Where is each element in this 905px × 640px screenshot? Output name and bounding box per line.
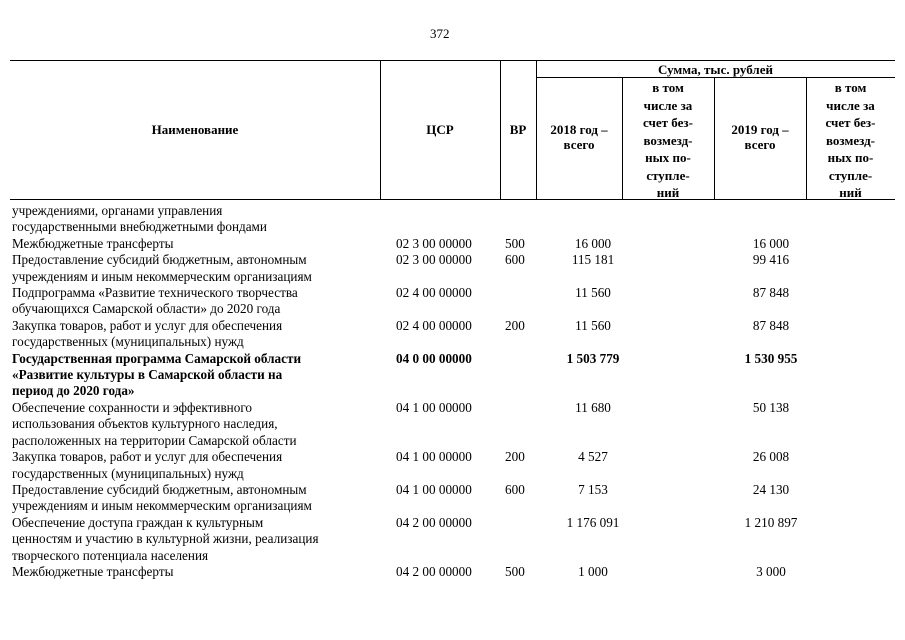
row-name: Предоставление субсидий бюджетным, автономным учреждениям и иным некоммерческим организациям <box>12 252 312 284</box>
row-name: Обеспечение доступа граждан к культурным ценностям и участию в культурной жизни, реализация творческого потенциала населения <box>12 514 319 563</box>
table-header <box>10 60 895 200</box>
row-sum-2019: 87 848 <box>752 317 790 333</box>
table-row <box>12 564 892 580</box>
row-csr: 02 3 00 00000 <box>396 252 472 268</box>
row-sum-2018: 1 000 <box>578 563 608 579</box>
table-row <box>12 482 892 515</box>
row-name: Закупка товаров, работ и услуг для обеспечения государственных (муниципальных) нужд <box>12 317 283 350</box>
row-name: Межбюджетные трансферты <box>12 563 174 579</box>
table-body <box>12 203 892 580</box>
row-sum-2019: 3 000 <box>756 563 786 579</box>
row-sum-2018: 16 000 <box>574 235 612 251</box>
row-name: учреждениями, органами управления государственными внебюджетными фондами <box>12 203 267 235</box>
table-row <box>12 236 892 252</box>
row-name: Межбюджетные трансферты <box>12 235 174 251</box>
header-csr: ЦСР <box>426 122 454 137</box>
row-sum-2019: 99 416 <box>752 252 790 268</box>
row-sum-2019: 50 138 <box>752 399 790 415</box>
row-csr: 04 1 00 00000 <box>396 399 472 415</box>
header-2019-free: в том числе за счет без- возмезд- ных по- ступле- ний <box>825 80 876 200</box>
row-sum-2019: 1 530 955 <box>744 350 798 366</box>
row-sum-2018: 11 560 <box>575 285 611 301</box>
row-sum-2019: 24 130 <box>752 481 790 497</box>
header-top-rule <box>10 60 895 61</box>
row-csr: 04 2 00 00000 <box>396 514 472 530</box>
row-sum-2019: 87 848 <box>752 285 790 301</box>
table-row <box>12 449 892 482</box>
row-csr: 04 0 00 00000 <box>396 350 472 366</box>
row-sum-2018: 11 560 <box>575 317 611 333</box>
table-row <box>12 252 892 285</box>
table-row <box>12 203 892 236</box>
row-sum-2018: 7 153 <box>578 481 608 497</box>
header-2019-total: 2019 год – всего <box>731 122 789 152</box>
row-csr: 02 3 00 00000 <box>396 235 472 251</box>
row-name: Предоставление субсидий бюджетным, автономным учреждениям и иным некоммерческим организациям <box>12 481 312 514</box>
row-csr: 02 4 00 00000 <box>396 285 472 301</box>
header-sum: Сумма, тыс. рублей <box>658 62 773 77</box>
row-vr: 200 <box>505 317 525 333</box>
row-sum-2018: 1 176 091 <box>566 514 620 530</box>
table-row <box>12 318 892 351</box>
row-vr: 500 <box>505 563 525 579</box>
row-sum-2018: 11 680 <box>575 399 611 415</box>
table-row-program <box>12 351 892 400</box>
row-csr: 02 4 00 00000 <box>396 317 472 333</box>
header-2018-free: в том числе за счет без- возмезд- ных по- ступле- ний <box>643 80 693 200</box>
row-sum-2018: 1 503 779 <box>566 350 620 366</box>
header-bottom-rule <box>10 199 895 200</box>
table-row <box>12 400 892 449</box>
row-vr: 500 <box>505 235 525 251</box>
row-csr: 04 1 00 00000 <box>396 481 472 497</box>
header-2018-total: 2018 год – всего <box>550 122 608 152</box>
header-vr: ВР <box>509 122 527 137</box>
header-name: Наименование <box>151 122 239 137</box>
row-vr: 600 <box>505 252 525 268</box>
row-sum-2019: 16 000 <box>752 235 790 251</box>
row-sum-2019: 26 008 <box>752 449 790 465</box>
row-csr: 04 1 00 00000 <box>396 449 472 465</box>
row-name: Государственная программа Самарской области «Развитие культуры в Самарской области на период до 2020 года» <box>12 350 302 399</box>
table-row <box>12 515 892 564</box>
row-name: Подпрограмма «Развитие технического творчества обучающихся Самарской области» до 2020 года <box>12 285 298 317</box>
row-sum-2018: 115 181 <box>571 252 615 268</box>
page-number: 372 <box>430 26 450 41</box>
row-vr: 200 <box>505 449 525 465</box>
row-name: Закупка товаров, работ и услуг для обеспечения государственных (муниципальных) нужд <box>12 449 283 481</box>
row-sum-2018: 4 527 <box>578 449 608 465</box>
row-name: Обеспечение сохранности и эффективного использования объектов культурного наследия, расположенных на территории Самарской области <box>12 399 297 448</box>
table-row <box>12 285 892 318</box>
row-sum-2019: 1 210 897 <box>744 514 798 530</box>
row-vr: 600 <box>505 481 525 497</box>
row-csr: 04 2 00 00000 <box>396 563 472 579</box>
sum-under-rule <box>536 77 895 78</box>
